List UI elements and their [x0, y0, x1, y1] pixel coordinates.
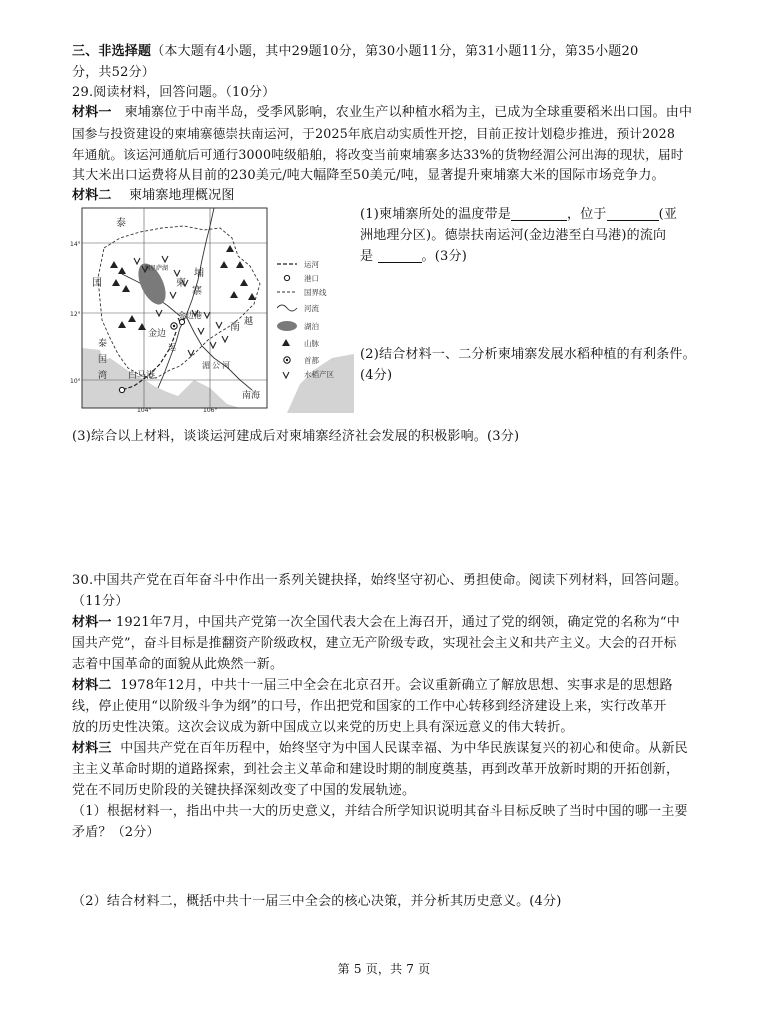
legend-port-label: 港口 [304, 274, 319, 283]
q30-material2-line3: 放的历史性决策。这次会议成为新中国成立以来党的历史上具有深远意义的伟大转折。 [72, 720, 574, 735]
label-yue: 越 [244, 317, 254, 327]
label-phnom-penh-port: 金边港 [178, 311, 202, 320]
label-canal-char-2: 湄 [202, 361, 210, 370]
label-guo: 国 [92, 278, 102, 289]
q30-prompt-line2: （11分） [72, 594, 129, 609]
legend-port-symbol [284, 275, 289, 280]
legend-rice-label: 水稻产区 [304, 370, 334, 379]
q29-prompt: 29.阅读材料，回答问题。（10分） [72, 85, 276, 100]
answer-blank-asia-region[interactable] [607, 207, 659, 221]
q30-material3-label: 材料三 [72, 741, 112, 756]
label-lat-12: 12° [70, 311, 81, 318]
legend-canal-label: 运河 [304, 260, 319, 269]
q30-sub1-line2: 矛盾？（2分） [72, 825, 160, 840]
q29-material1-line2: 国参与投资建设的柬埔寨德崇扶南运河，于2025年底启动实质性开挖，目前正按计划稳步推进，预计2028 [72, 126, 676, 141]
legend-lake-label: 湖泊 [304, 322, 319, 331]
q29-material1-label: 材料一 [72, 105, 112, 120]
label-thailand: 泰 [116, 218, 126, 229]
section-intro-cont: 分，共52分） [72, 65, 155, 80]
q30-material1-line3: 志着中国革命的面貌从此焕然一新。 [72, 657, 284, 672]
q29-sub1-line3: 是 。(3分) [360, 249, 467, 264]
q29-sub3: (3)综合以上材料，谈谈运河建成后对柬埔寨经济社会发展的积极影响。(3分) [72, 429, 520, 444]
label-tonle-sap: 洞里萨湖 [144, 265, 169, 272]
legend-lake-symbol [277, 321, 297, 331]
q30-sub1-line1: （1）根据材料一，指出中共一大的历史意义，并结合所学知识说明其奋斗目标反映了当时中国的哪一主要 [72, 804, 688, 819]
label-pu: 埔 [194, 268, 204, 279]
label-lat-10: 10° [70, 378, 81, 385]
label-south-sea: 南海 [242, 391, 261, 401]
label-jian: 柬 [176, 278, 186, 289]
q29-material2-label: 材料二 [72, 188, 112, 203]
page-footer: 第 5 页，共 7 页 [337, 962, 431, 976]
section-intro: （本大题有4小题，其中29题10分，第30小题11分，第31小题11分，第35小题20 [151, 44, 639, 59]
q30-material2-line1: 材料二 1978年12月，中共十一届三中全会在北京召开。会议重新确立了解放思想、实事求是的思想路 [72, 678, 673, 693]
q29-material1-line3: 年通航。该运河通航后可通行3000吨级船舶，将改变当前柬埔寨多达33%的货物经湄公河出海的现状，届时 [72, 147, 684, 162]
label-bay-char-3: 湾 [98, 371, 108, 381]
q30-prompt-line1: 30.中国共产党在百年奋斗中作出一系列关键抉择，始终坚守初心、勇担使命。阅读下列材料，回答问题。 [72, 573, 688, 588]
label-bay-char-2: 国 [98, 355, 108, 365]
q30-material3-line2: 主主义革命时期的道路探索，到社会主义革命和建设时期的制度奠基，再到改革开放新时期的开拓创新， [72, 762, 680, 777]
legend-border-label: 国界线 [304, 288, 327, 297]
answer-blank-canal-flow[interactable] [378, 249, 422, 263]
label-bay-char-1: 泰 [98, 339, 108, 349]
q30-material1-label: 材料一 [72, 615, 112, 630]
label-canal-char-1: 运 [168, 343, 176, 352]
q30-material2-line2: 线，停止使用“以阶级斗争为纲”的口号，作出把党和国家的工作中心转移到经济建设上来，实行改革开 [72, 699, 667, 714]
label-canal-char-3: 公 [212, 361, 220, 370]
q30-material3-line1: 材料三 中国共产党在百年历程中，始终坚守为中国人民谋幸福、为中华民族谋复兴的初心和使命。从新民 [72, 741, 688, 756]
legend-capital-label: 首都 [304, 356, 319, 365]
q29-sub2-line1: (2)结合材料一、二分析柬埔寨发展水稻种植的有利条件。 [360, 347, 696, 362]
q29-material1-line4: 其大米出口运费将从目前的230美元/吨大幅降至50美元/吨，显著提升柬埔寨大米的国际市场竞争力。 [72, 168, 665, 183]
port-sihanoukville-marker [119, 387, 124, 392]
legend-mountain-label: 山脉 [304, 339, 319, 348]
label-sihanoukville: 白马港 [128, 371, 156, 381]
q30-material1-line1: 材料一 1921年7月，中国共产党第一次全国代表大会在上海召开，通过了党的纲领，确定党的名称为“中 [72, 615, 680, 630]
map-title: 柬埔寨地理概况图 [128, 188, 235, 203]
label-lon-104: 104° [137, 407, 152, 414]
label-lon-106: 106° [203, 407, 218, 414]
port-phnom-penh-marker [179, 319, 184, 324]
q29-material1-line1: 材料一 柬埔寨位于中南半岛，受季风影响，农业生产以种植水稻为主，已成为全球重要稻米出口国。由中 [72, 105, 693, 120]
label-phnom-penh: 金边 [148, 329, 167, 339]
q29-sub1-line2: 洲地理分区)。德崇扶南运河(金边港至白马港)的流向 [360, 228, 667, 243]
section-header [72, 43, 638, 61]
q30-sub2: （2）结合材料二，概括中共十一届三中全会的核心决策，并分析其历史意义。(4分) [72, 894, 562, 909]
answer-blank-temperature-zone[interactable] [511, 207, 567, 221]
q29-sub2-line2: (4分) [360, 368, 393, 383]
label-zhai: 寨 [192, 286, 202, 297]
q30-material2-label: 材料二 [72, 678, 112, 693]
q29-sub1-line1: (1)柬埔寨所处的温度带是 ，位于 (亚 [360, 207, 678, 222]
section-heading: 三、非选择题 [72, 44, 152, 59]
label-nan: 南 [230, 322, 240, 333]
label-lat-14: 14° [70, 241, 81, 248]
label-canal-char-4: 河 [222, 361, 230, 370]
legend-river-label: 河流 [304, 304, 319, 313]
q30-material3-line3: 党在不同历史阶段的关键抉择深刻改变了中国的发展轨迹。 [72, 783, 416, 798]
q29-material2-line [72, 187, 235, 205]
cambodia-map [70, 208, 354, 414]
q30-material1-line2: 国共产党”，奋斗目标是推翻资产阶级政权，建立无产阶级专政，实现社会主义和共产主义。大会的召开标 [72, 636, 677, 651]
